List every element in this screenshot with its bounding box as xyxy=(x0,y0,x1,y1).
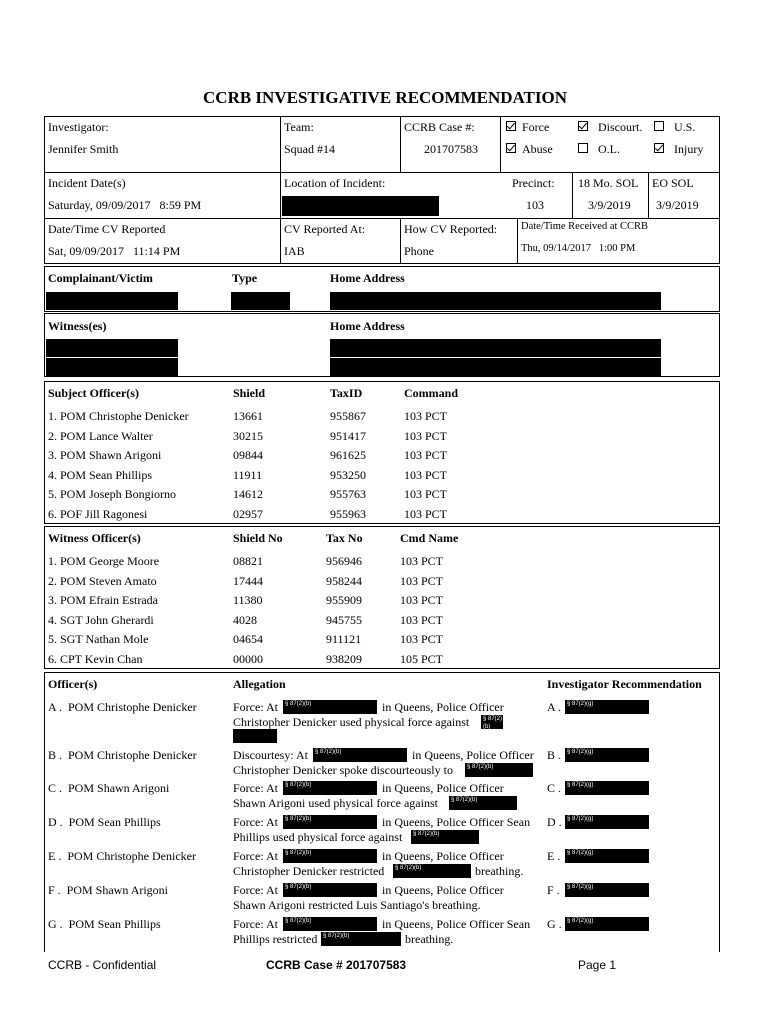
incident-label: Incident Date(s) xyxy=(48,176,126,190)
subjects-cell: 13661 xyxy=(233,409,263,423)
allegation-officer: A . POM Christophe Denicker xyxy=(48,700,197,714)
allegation-officer: G . POM Sean Phillips xyxy=(48,917,161,931)
allegation-text-line2: Shawn Arigoni restricted Luis Santiago's breathing. xyxy=(233,898,481,912)
allegation-text-line1: Force: At xyxy=(233,849,278,863)
allegation-text-line1-cont: in Queens, Police Officer xyxy=(412,748,534,762)
subjects-cell: 4. POM Sean Phillips xyxy=(48,467,153,482)
allegation-text-line1: Force: At xyxy=(233,883,278,897)
cv-how-label: How CV Reported: xyxy=(404,222,498,236)
complainant-name-redaction xyxy=(46,292,178,310)
witness_officers-cell: 103 PCT xyxy=(400,593,444,607)
subjects-cell: 103 PCT xyxy=(404,467,448,482)
incident-value: Saturday, 09/09/2017 8:59 PM xyxy=(48,198,202,212)
recommendation-letter: A . xyxy=(547,700,562,714)
eosol-value: 3/9/2019 xyxy=(656,198,699,212)
allegation-text-line1-cont: in Queens, Police Officer Sean xyxy=(382,917,531,931)
witness_officers-cell: 6. CPT Kevin Chan xyxy=(48,651,143,666)
recommendation-letter: G . xyxy=(547,917,562,931)
redaction-box: § 87(2)(b) xyxy=(313,748,407,762)
allegation-officer: C . POM Shawn Arigoni xyxy=(48,781,170,795)
allegation-text-line2: Phillips restricted xyxy=(233,932,318,946)
precinct-value: 103 xyxy=(526,198,544,212)
witness-address-header: Home Address xyxy=(330,319,405,333)
allegation-officer: E . POM Christophe Denicker xyxy=(48,849,196,863)
received-label: Date/Time Received at CCRB xyxy=(521,221,649,232)
subjects-cell: 103 PCT xyxy=(404,409,448,423)
redaction-box: § 87(2)(b) xyxy=(393,864,471,878)
recommendation-redaction: § 87(2)(g) xyxy=(565,815,649,829)
injury-checkbox[interactable] xyxy=(654,143,664,153)
footer-case-number: CCRB Case # 201707583 xyxy=(266,958,407,972)
allegation-text-line2: Phillips used physical force against xyxy=(233,830,403,844)
witness_officers-cell: 4028 xyxy=(233,612,257,627)
subjects-cell: 11911 xyxy=(233,467,263,482)
location-redaction xyxy=(282,196,439,216)
redaction-box: § 87(2)(b) xyxy=(483,716,503,729)
investigator-value: Jennifer Smith xyxy=(48,142,119,156)
cv-at-label: CV Reported At: xyxy=(284,222,366,236)
allegation-text-line1: Force: At xyxy=(233,781,278,795)
complainant-address-header: Home Address xyxy=(330,271,405,285)
team-label: Team: xyxy=(284,120,314,134)
allegation-text-line1: Force: At xyxy=(233,917,278,931)
injury-label: Injury xyxy=(674,142,704,156)
redaction-box: § 87(2)(b) xyxy=(283,781,377,795)
ol-checkbox[interactable] xyxy=(578,143,588,153)
redaction-box: § 87(2)(b) xyxy=(283,849,377,863)
witness_officers-cell: 956946 xyxy=(326,554,362,568)
cv-at-value: IAB xyxy=(284,244,305,258)
recommendation-redaction: § 87(2)(g) xyxy=(565,917,649,931)
allegation-text-line1: Force: At xyxy=(233,815,278,829)
location-label: Location of Incident: xyxy=(284,176,386,190)
subjects-cell: 955867 xyxy=(330,409,366,423)
allegation-text-line2: Christopher Denicker used physical force against xyxy=(233,715,470,729)
ol-label: O.L. xyxy=(598,142,620,156)
recommendation-redaction: § 87(2)(g) xyxy=(565,781,649,795)
subjects-header-2: TaxID xyxy=(330,386,363,400)
recommendation-redaction: § 87(2)(g) xyxy=(565,700,649,714)
subjects-cell: 09844 xyxy=(233,448,263,462)
subjects-cell: 961625 xyxy=(330,448,366,462)
allegation-text-line2-cont: breathing. xyxy=(405,932,454,946)
allegation-text-line1: Force: At xyxy=(233,700,278,714)
allegation-officer: F . POM Shawn Arigoni xyxy=(48,883,169,897)
us-checkbox[interactable] xyxy=(654,121,664,131)
cv-date-label: Date/Time CV Reported xyxy=(48,222,166,236)
page-title: CCRB INVESTIGATIVE RECOMMENDATION xyxy=(203,88,567,107)
recommendation-redaction: § 87(2)(g) xyxy=(565,883,649,897)
witness_officers-cell: 08821 xyxy=(233,554,263,568)
witness_officers-cell: 103 PCT xyxy=(400,612,444,627)
discourtesy-checkbox[interactable] xyxy=(578,121,588,131)
team-value: Squad #14 xyxy=(284,142,335,156)
subjects-cell: 955763 xyxy=(330,487,366,501)
allegation-officer: D . POM Sean Phillips xyxy=(48,815,161,829)
witness_officers-cell: 2. POM Steven Amato xyxy=(48,573,157,588)
subjects-cell: 1. POM Christophe Denicker xyxy=(48,409,189,423)
recommendation-redaction: § 87(2)(g) xyxy=(565,748,649,762)
witness-address-redaction-1 xyxy=(330,339,661,357)
allegation-text-line1-cont: in Queens, Police Officer xyxy=(382,849,504,863)
witness_officers-cell: 938209 xyxy=(326,651,362,666)
subjects-cell: 103 PCT xyxy=(404,448,448,462)
recommendation-header: Investigator Recommendation xyxy=(547,677,702,691)
allegation-officer-header: Officer(s) xyxy=(48,677,98,691)
subjects-cell: 953250 xyxy=(330,467,366,482)
abuse-checkbox[interactable] xyxy=(506,143,516,153)
recommendation-letter: D . xyxy=(547,815,562,829)
allegation-officer: B . POM Christophe Denicker xyxy=(48,748,197,762)
case-label: CCRB Case #: xyxy=(404,120,475,134)
subjects-cell: 103 PCT xyxy=(404,506,448,521)
sol18-label: 18 Mo. SOL xyxy=(578,176,639,190)
subjects-header-1: Shield xyxy=(233,386,266,400)
redaction-box: § 87(2)(b) xyxy=(283,700,377,714)
us-label: U.S. xyxy=(674,120,696,134)
redaction-box: § 87(2)(b) xyxy=(411,830,479,844)
allegation-text-line1-cont: in Queens, Police Officer xyxy=(382,883,504,897)
footer-confidential: CCRB - Confidential xyxy=(48,958,157,972)
allegation-text-line2-cont: breathing. xyxy=(475,864,524,878)
redaction-box: § 87(2)(b) xyxy=(283,917,377,931)
abuse-label: Abuse xyxy=(522,142,553,156)
redaction-box: § 87(2)(b) xyxy=(465,763,533,777)
complainant-type-redaction xyxy=(231,292,290,310)
allegation-text-line1-cont: in Queens, Police Officer xyxy=(382,781,504,795)
witness-name-redaction-1 xyxy=(46,339,178,357)
subjects-cell: 30215 xyxy=(233,428,263,443)
complainant-type-header: Type xyxy=(232,271,258,285)
witness_officers-cell: 3. POM Efrain Estrada xyxy=(48,593,158,607)
subjects-cell: 02957 xyxy=(233,506,263,521)
subjects-cell: 103 PCT xyxy=(404,428,448,443)
recommendation-letter: B . xyxy=(547,748,562,762)
allegation-text-line1-cont: in Queens, Police Officer Sean xyxy=(382,815,531,829)
subjects-header-3: Command xyxy=(404,386,459,400)
recommendation-letter: E . xyxy=(547,849,561,863)
witness_officers-cell: 00000 xyxy=(233,651,263,666)
discourtesy-label: Discourt. xyxy=(598,120,643,134)
witness_officers-header-0: Witness Officer(s) xyxy=(48,531,141,545)
complainant-header: Complainant/Victim xyxy=(48,271,153,285)
subjects-cell: 951417 xyxy=(330,428,366,443)
redaction-box xyxy=(233,729,277,743)
witness-name-redaction-2 xyxy=(46,358,178,376)
sol18-value: 3/9/2019 xyxy=(588,198,631,212)
witness_officers-cell: 4. SGT John Gherardi xyxy=(48,612,154,627)
allegation-header: Allegation xyxy=(233,677,286,691)
witness_officers-header-1: Shield No xyxy=(233,531,283,545)
allegation-text-line2: Christopher Denicker restricted xyxy=(233,864,385,878)
witness_officers-header-2: Tax No xyxy=(326,531,363,545)
subjects-cell: 6. POF Jill Ragonesi xyxy=(48,506,148,521)
redaction-box: § 87(2)(b) xyxy=(283,815,377,829)
subjects-header-0: Subject Officer(s) xyxy=(48,386,139,400)
witness_officers-cell: 04654 xyxy=(233,632,263,646)
subjects-cell: 14612 xyxy=(233,487,263,501)
subjects-cell: 2. POM Lance Walter xyxy=(48,428,153,443)
subjects-cell: 103 PCT xyxy=(404,487,448,501)
subjects-cell: 955963 xyxy=(330,506,366,521)
witness-address-redaction-2 xyxy=(330,358,661,376)
witness_officers-cell: 5. SGT Nathan Mole xyxy=(48,632,149,646)
cv-date-value: Sat, 09/09/2017 11:14 PM xyxy=(48,244,181,258)
complainant-address-redaction xyxy=(330,292,661,310)
subjects-cell: 3. POM Shawn Arigoni xyxy=(48,448,162,462)
allegation-text-line1: Discourtesy: At xyxy=(233,748,308,762)
redaction-box: § 87(2)(b) xyxy=(321,932,401,946)
redaction-box: § 87(2)(b) xyxy=(283,883,377,897)
allegation-text-line2: Shawn Arigoni used physical force against xyxy=(233,796,438,810)
witness_officers-cell: 945755 xyxy=(326,612,362,627)
witness_officers-cell: 103 PCT xyxy=(400,554,444,568)
case-value: 201707583 xyxy=(424,142,478,156)
cv-how-value: Phone xyxy=(404,244,434,258)
allegation-text-line2: Christopher Denicker spoke discourteously to xyxy=(233,763,453,777)
subjects-cell: 5. POM Joseph Bongiorno xyxy=(48,487,177,501)
witness_officers-cell: 17444 xyxy=(233,573,263,588)
precinct-label: Precinct: xyxy=(512,176,555,190)
witness_officers-cell: 1. POM George Moore xyxy=(48,554,160,568)
witness_officers-cell: 955909 xyxy=(326,593,362,607)
allegation-text-line1-cont: in Queens, Police Officer xyxy=(382,700,504,714)
footer-page-number: Page 1 xyxy=(578,958,617,972)
redaction-box: § 87(2)(b) xyxy=(449,796,517,810)
force-checkbox[interactable] xyxy=(506,121,516,131)
recommendation-letter: C . xyxy=(547,781,562,795)
witness_officers-cell: 11380 xyxy=(233,593,263,607)
received-value: Thu, 09/14/2017 1:00 PM xyxy=(521,243,636,254)
witness_officers-header-3: Cmd Name xyxy=(400,531,459,545)
witness_officers-cell: 958244 xyxy=(326,573,362,588)
witness_officers-cell: 911121 xyxy=(326,632,362,646)
witness_officers-cell: 103 PCT xyxy=(400,632,444,646)
witness-header: Witness(es) xyxy=(48,319,107,333)
eosol-label: EO SOL xyxy=(652,176,694,190)
investigator-label: Investigator: xyxy=(48,120,109,134)
recommendation-letter: F . xyxy=(547,883,560,897)
force-label: Force xyxy=(522,120,550,134)
recommendation-redaction: § 87(2)(g) xyxy=(565,849,649,863)
witness_officers-cell: 105 PCT xyxy=(400,651,444,666)
witness_officers-cell: 103 PCT xyxy=(400,573,444,588)
